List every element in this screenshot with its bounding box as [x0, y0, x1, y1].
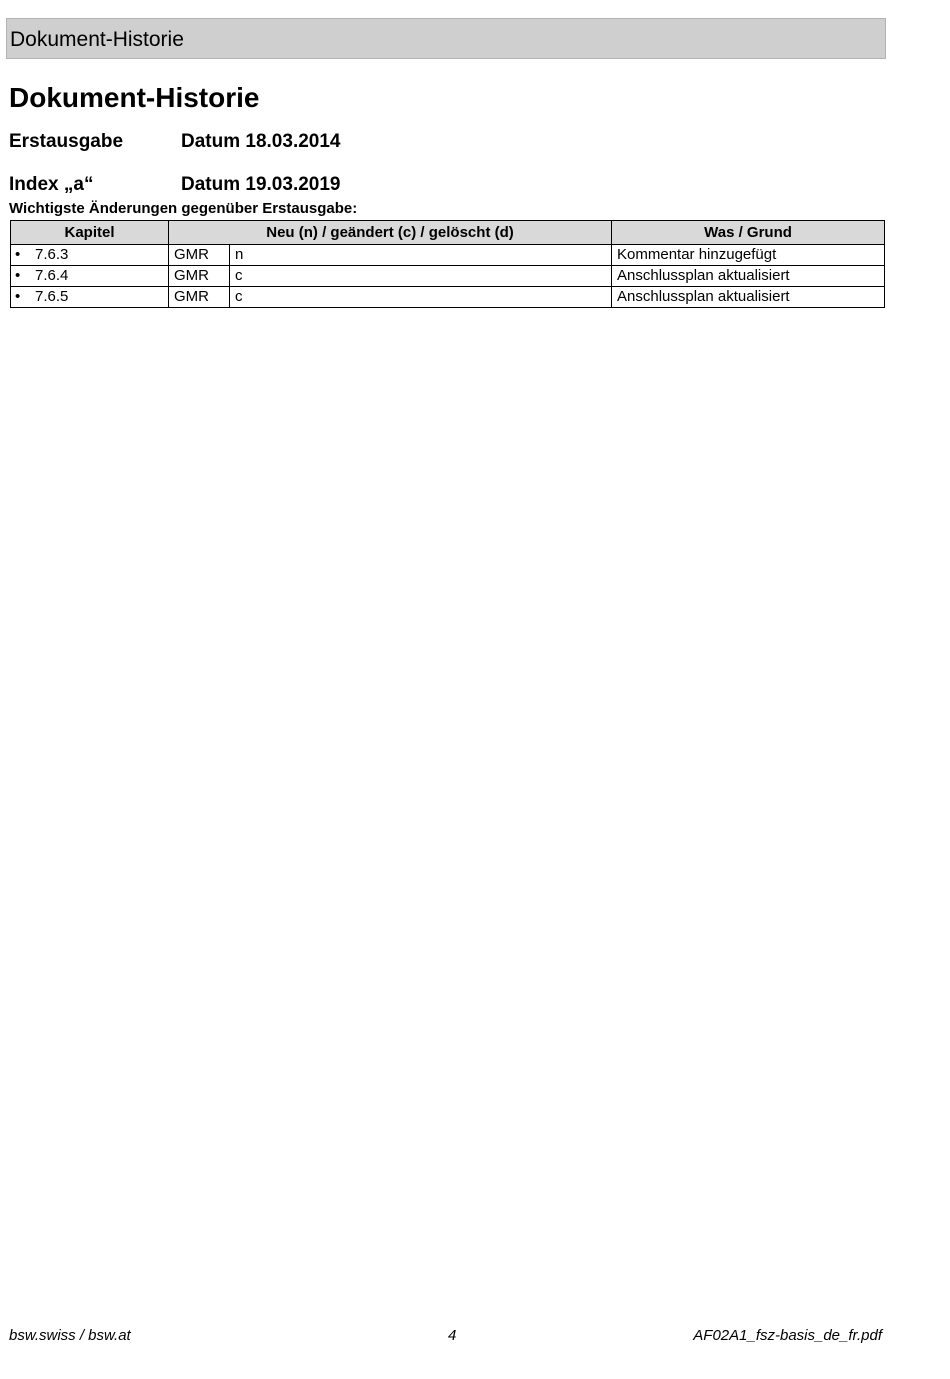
changes-table [10, 220, 885, 308]
author-cell: GMR [169, 245, 230, 266]
author-cell: GMR [169, 266, 230, 287]
reason-cell: Anschlussplan aktualisiert [612, 266, 885, 287]
chapter-cell [11, 287, 169, 308]
table-row [11, 266, 885, 287]
chapter-cell [11, 245, 169, 266]
bullet-icon: • [15, 267, 21, 284]
footer-page-number: 4 [448, 1327, 457, 1344]
change-type-cell: c [230, 287, 612, 308]
chapter-number: 7.6.5 [35, 288, 69, 305]
chapter-number: 7.6.4 [35, 267, 69, 284]
change-type-cell: n [230, 245, 612, 266]
column-header-reason: Was / Grund [612, 221, 885, 245]
issue-date-index-a: Datum 19.03.2019 [181, 174, 341, 195]
table-row [11, 287, 885, 308]
chapter-number: 7.6.3 [35, 246, 69, 263]
change-type-cell: c [230, 266, 612, 287]
author-cell: GMR [169, 287, 230, 308]
chapter-cell [11, 266, 169, 287]
table-row [11, 245, 885, 266]
footer-file-name: AF02A1_fsz-basis_de_fr.pdf [693, 1327, 882, 1344]
header-title: Dokument-Historie [10, 28, 184, 51]
reason-cell: Anschlussplan aktualisiert [612, 287, 885, 308]
changes-heading: Wichtigste Änderungen gegenüber Erstausgabe: [9, 200, 358, 217]
reason-cell: Kommentar hinzugefügt [612, 245, 885, 266]
issue-date-first: Datum 18.03.2014 [181, 131, 341, 152]
column-header-change-type: Neu (n) / geändert (c) / gelöscht (d) [169, 221, 612, 245]
issue-label-first: Erstausgabe [9, 131, 124, 152]
header-bar [6, 18, 886, 59]
footer-website: bsw.swiss / bsw.at [9, 1327, 131, 1344]
bullet-icon: • [15, 288, 21, 305]
issue-label-index-a: Index „a“ [9, 174, 94, 195]
page-title: Dokument-Historie [9, 82, 260, 113]
bullet-icon: • [15, 246, 21, 263]
table-header-row [11, 221, 885, 245]
column-header-kapitel: Kapitel [11, 221, 169, 245]
